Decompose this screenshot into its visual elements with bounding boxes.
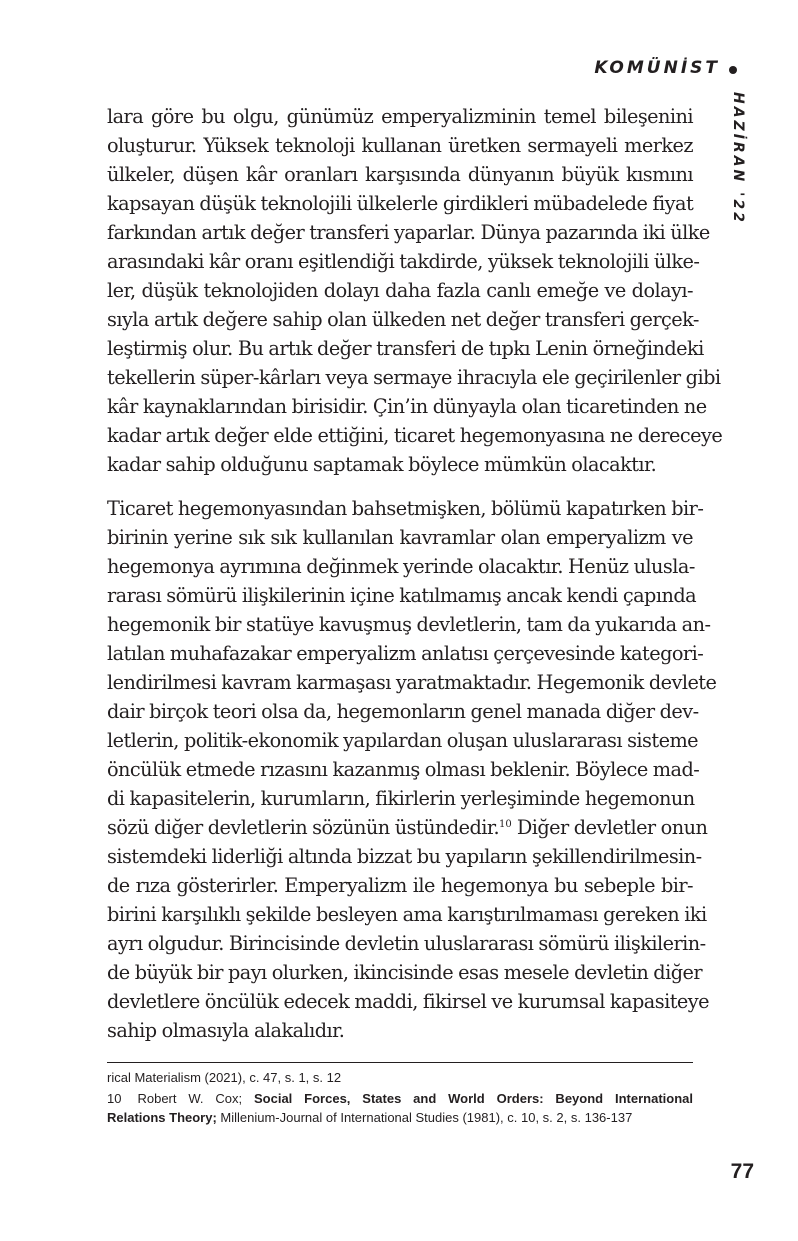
text-segment: sözü diğer devletlerin sözünün üstündedir.	[107, 816, 500, 839]
body-text	[107, 102, 723, 1045]
footnote-continued: rical Materialism (2021), c. 47, s. 1, s. 12	[107, 1070, 342, 1085]
text-line: latılan muhafazakar emperyalizm anlatısı çerçevesinde kategori-	[107, 642, 704, 665]
text-line: birinin yerine sık sık kullanılan kavramlar olan emperyalizm ve	[107, 526, 693, 549]
paragraph-spacer	[107, 479, 693, 494]
text-line: kadar sahip olduğunu saptamak böylece mümkün olacaktır.	[107, 453, 657, 476]
text-line: di kapasitelerin, kurumların, fikirlerin yerleşiminde hegemonun	[107, 787, 695, 810]
text-line: de büyük bir payı olurken, ikincisinde esas mesele devletin diğer	[107, 961, 703, 984]
text-line: kapsayan düşük teknolojili ülkelerle girdikleri mübadelede fiyat	[107, 192, 694, 215]
text-line: dair birçok teori olsa da, hegemonların genel manada diğer dev-	[107, 700, 699, 723]
text-line: kadar artık değer elde ettiğini, ticaret hegemonyasına ne dereceye	[107, 424, 723, 447]
footnote-divider	[107, 1062, 693, 1063]
text-line: ülkeler, düşen kâr oranları karşısında dünyanın büyük kısmını	[107, 163, 693, 186]
footnote-title: Relations Theory;	[107, 1110, 217, 1125]
text-segment: Diğer devletler onun	[511, 816, 708, 839]
text-line: letlerin, politik-ekonomik yapılardan oluşan uluslararası sisteme	[107, 729, 699, 752]
journal-title: KOMÜNİST	[594, 58, 720, 78]
text-line: oluşturur. Yüksek teknoloji kullanan üretken sermayeli merkez	[107, 134, 693, 157]
paragraph-2	[107, 494, 717, 1045]
footnote-author: Robert W. Cox;	[137, 1091, 243, 1106]
paragraph-1	[107, 102, 723, 479]
text-line: ayrı olgudur. Birincisinde devletin uluslararası sömürü ilişkilerin-	[107, 932, 706, 955]
text-line: hegemonya ayrımına değinmek yerinde olacaktır. Henüz ulusla-	[107, 555, 695, 578]
footnote-title: Social Forces, States and World Orders: Beyond International	[254, 1091, 693, 1106]
issue-date: HAZİRAN '22	[730, 92, 746, 225]
text-line: sistemdeki liderliği altında bizzat bu yapıların şekillendirilmesin-	[107, 845, 702, 868]
text-line: kâr kaynaklarından birisidir. Çin’in dünyayla olan ticaretinden ne	[107, 395, 707, 418]
footnotes	[107, 1068, 693, 1127]
page-number: 77	[730, 1160, 754, 1183]
text-line: hegemonik bir statüye kavuşmuş devletlerin, tam da yukarıda an-	[107, 613, 711, 636]
text-line: birini karşılıklı şekilde besleyen ama karıştırılmaması gereken iki	[107, 903, 707, 926]
text-line: ler, düşük teknolojiden dolayı daha fazla canlı emeğe ve dolayı-	[107, 279, 693, 302]
text-line: öncülük etmede rızasını kazanmış olması beklenir. Böylece mad-	[107, 758, 700, 781]
footnote-10	[107, 1089, 693, 1108]
text-line: rarası sömürü ilişkilerinin içine katılmamış ancak kendi çapında	[107, 584, 697, 607]
text-line: sıyla artık değere sahip olan ülkeden net değer transferi gerçek-	[107, 308, 699, 331]
text-line: arasındaki kâr oranı eşitlendiği takdirde, yüksek teknolojili ülke-	[107, 250, 700, 273]
text-line: lara göre bu olgu, günümüz emperyalizminin temel bileşenini	[107, 105, 693, 128]
text-line: de rıza gösterirler. Emperyalizm ile hegemonya bu sebeple bir-	[107, 874, 693, 897]
footnote-source: Millenium-Journal of International Studies (1981), c. 10, s. 2, s. 136-137	[216, 1110, 633, 1125]
text-line: leştirmiş olur. Bu artık değer transferi de tıpkı Lenin örneğindeki	[107, 337, 704, 360]
bullet-icon	[729, 66, 737, 74]
footnote-10-continued	[107, 1108, 693, 1127]
text-line: farkından artık değer transferi yaparlar. Dünya pazarında iki ülke	[107, 221, 710, 244]
footnote-reference[interactable]: 10	[499, 819, 512, 830]
text-line-with-footnote	[107, 813, 708, 842]
text-line: devletlere öncülük edecek maddi, fikirsel ve kurumsal kapasiteye	[107, 990, 709, 1013]
text-line: tekellerin süper-kârları veya sermaye ihracıyla ele geçirilenler gibi	[107, 366, 721, 389]
text-line: sahip olmasıyla alakalıdır.	[107, 1019, 345, 1042]
text-line: lendirilmesi kavram karmaşası yaratmaktadır. Hegemonik devlete	[107, 671, 717, 694]
text-line: Ticaret hegemonyasından bahsetmişken, bölümü kapatırken bir-	[107, 497, 704, 520]
footnote-number: 10	[107, 1091, 122, 1106]
